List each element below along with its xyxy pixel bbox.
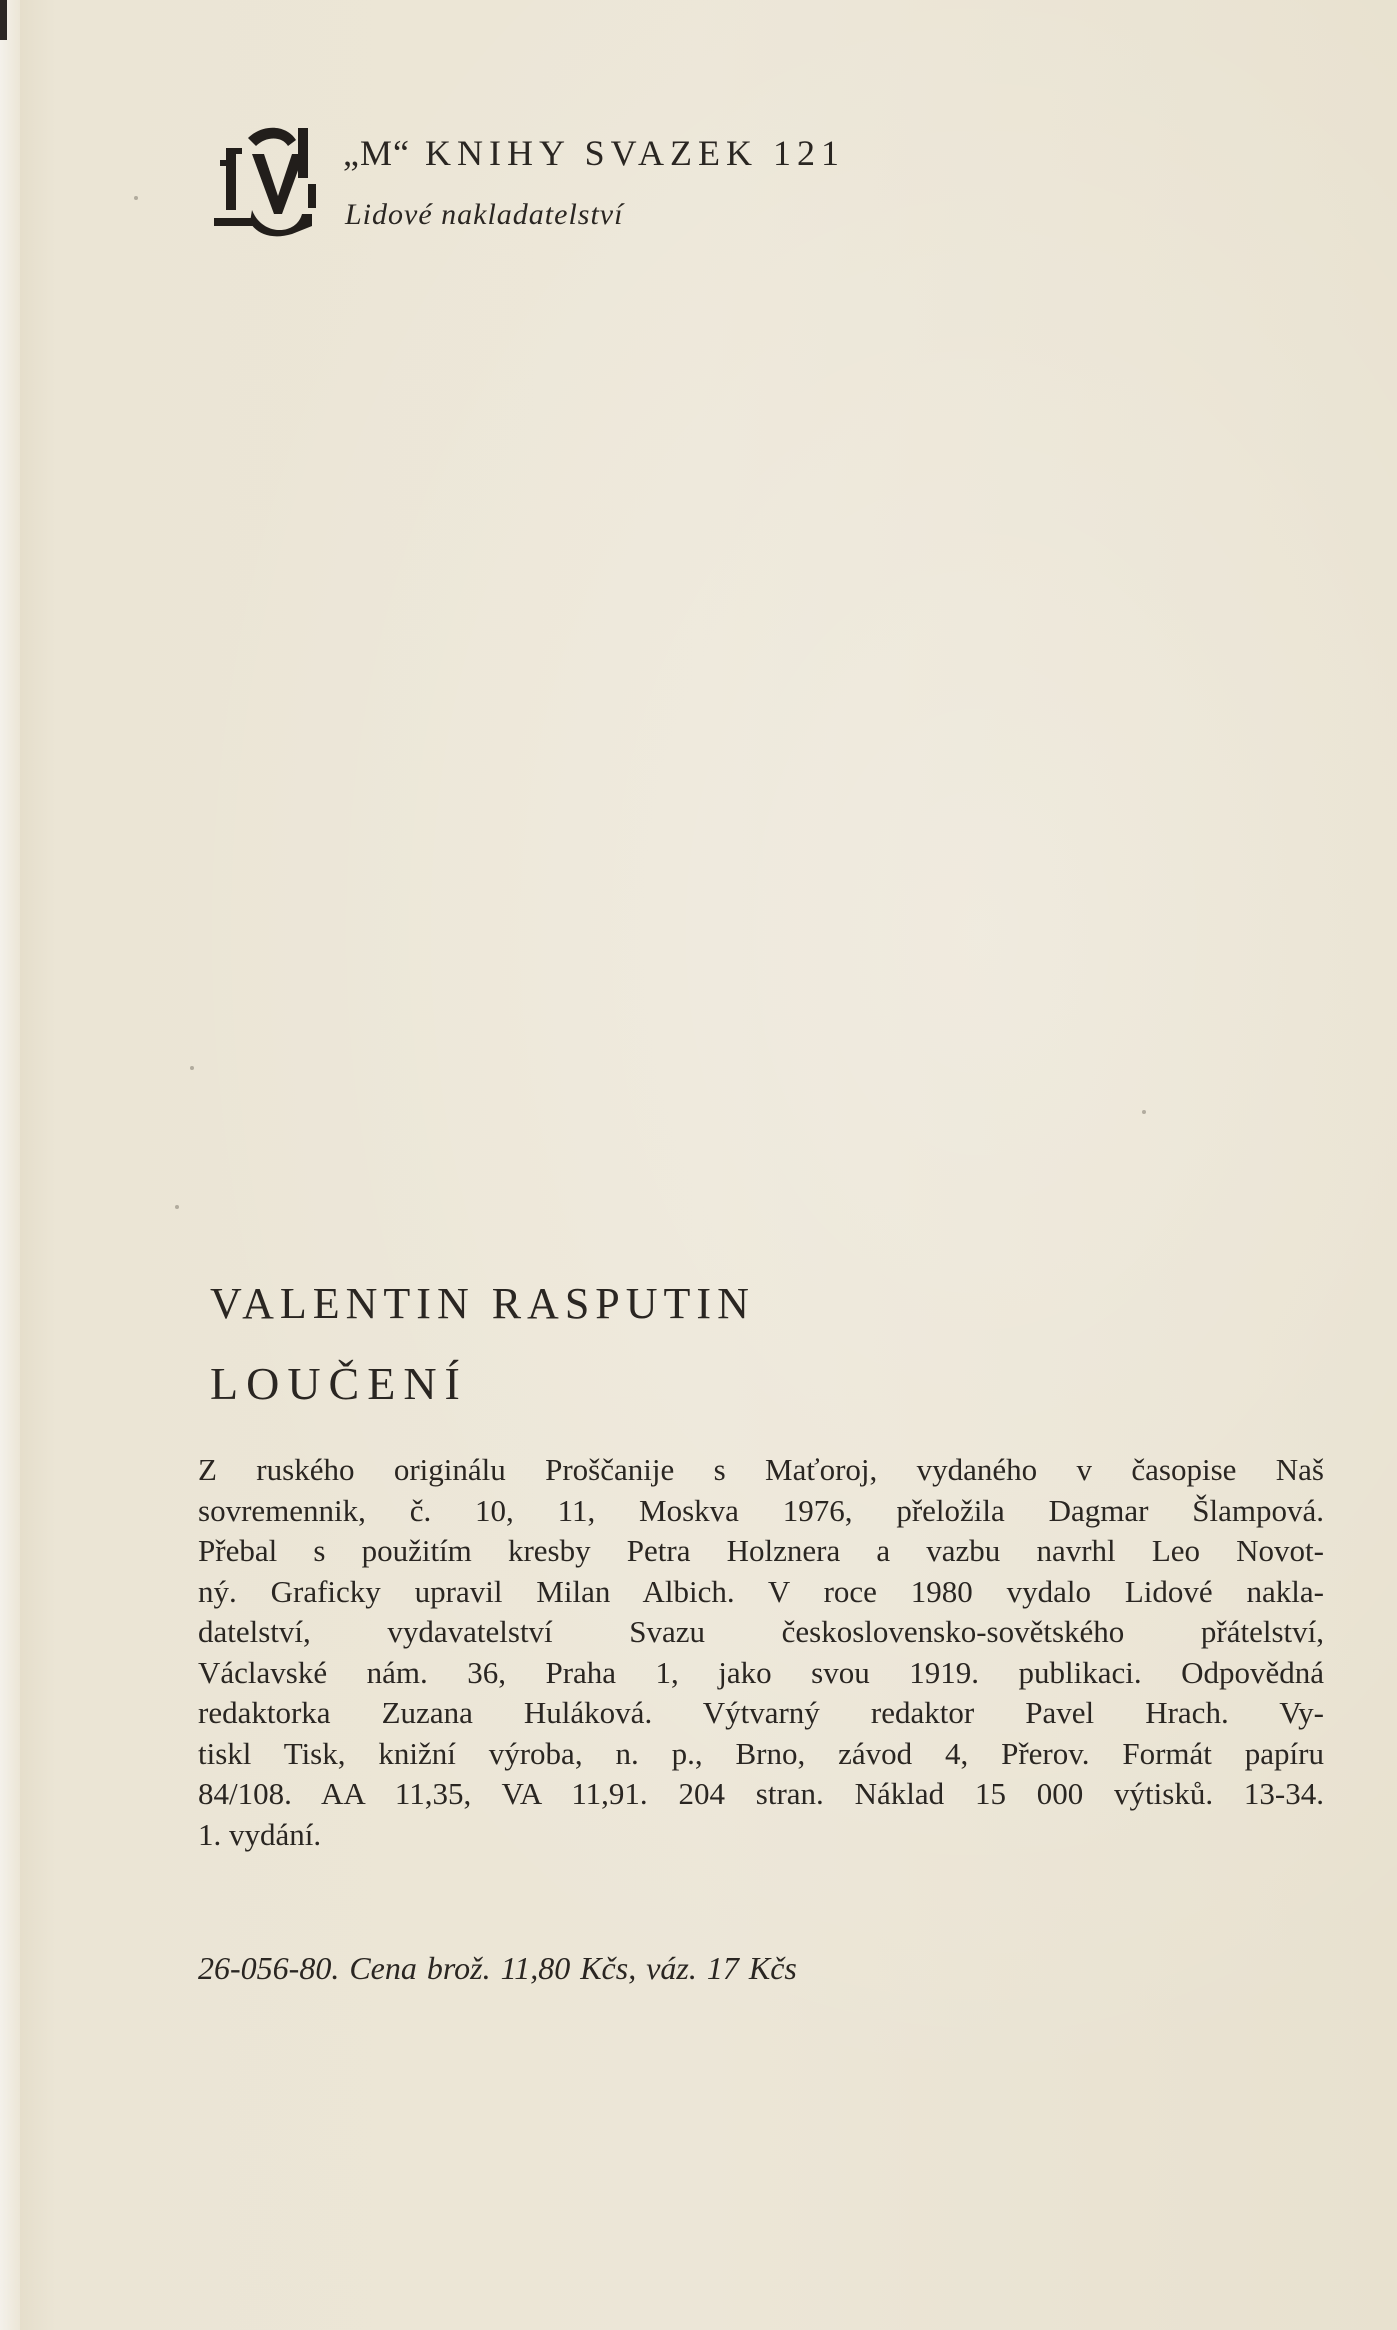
series-name: KNIHY SVAZEK 121 bbox=[424, 133, 845, 173]
binding-shadow bbox=[0, 0, 7, 40]
colophon-line: ný. Graficky upravil Milan Albich. V roce 1980 vydalo Lidové nakla- bbox=[198, 1573, 1324, 1609]
page-edge bbox=[0, 0, 20, 2330]
publisher-name: Lidové nakladatelství bbox=[345, 198, 624, 231]
paper-speck bbox=[175, 1205, 179, 1209]
colophon-line: datelství, vydavatelství Svazu československo-sovětského přátelství, bbox=[198, 1614, 1324, 1649]
book-title: LOUČENÍ bbox=[210, 1358, 468, 1409]
colophon-line: 1. vydání. bbox=[198, 1816, 322, 1852]
paper-speck bbox=[190, 1066, 194, 1070]
series-line bbox=[343, 132, 845, 174]
colophon-line: 84/108. AA 11,35, VA 11,91. 204 stran. Náklad 15 000 výtisků. 13-34. bbox=[198, 1776, 1324, 1811]
author-name: VALENTIN RASPUTIN bbox=[210, 1279, 755, 1328]
series-quote: „M“ bbox=[343, 133, 410, 173]
colophon-line: sovremennik, č. 10, 11, Moskva 1976, přeložila Dagmar Šlampová. bbox=[198, 1492, 1324, 1528]
colophon-text bbox=[198, 1450, 1324, 1855]
colophon-line: tiskl Tisk, knižní výroba, n. p., Brno, závod 4, Přerov. Formát papíru bbox=[198, 1735, 1324, 1771]
paper-speck bbox=[134, 196, 138, 200]
colophon-line: Z ruského originálu Proščanije s Maťoroj, vydaného v časopise Naš bbox=[198, 1452, 1324, 1487]
price-line: 26-056-80. Cena brož. 11,80 Kčs, váz. 17 Kčs bbox=[198, 1950, 797, 1986]
paper-speck bbox=[1142, 1110, 1146, 1114]
lidove-nakladatelstvi-logo-icon bbox=[212, 118, 317, 238]
colophon-line: Václavské nám. 36, Praha 1, jako svou 1919. publikaci. Odpovědná bbox=[198, 1654, 1324, 1690]
colophon-line: redaktorka Zuzana Huláková. Výtvarný redaktor Pavel Hrach. Vy- bbox=[198, 1695, 1324, 1730]
colophon-line: Přebal s použitím kresby Petra Holznera a vazbu navrhl Leo Novot- bbox=[198, 1533, 1324, 1568]
